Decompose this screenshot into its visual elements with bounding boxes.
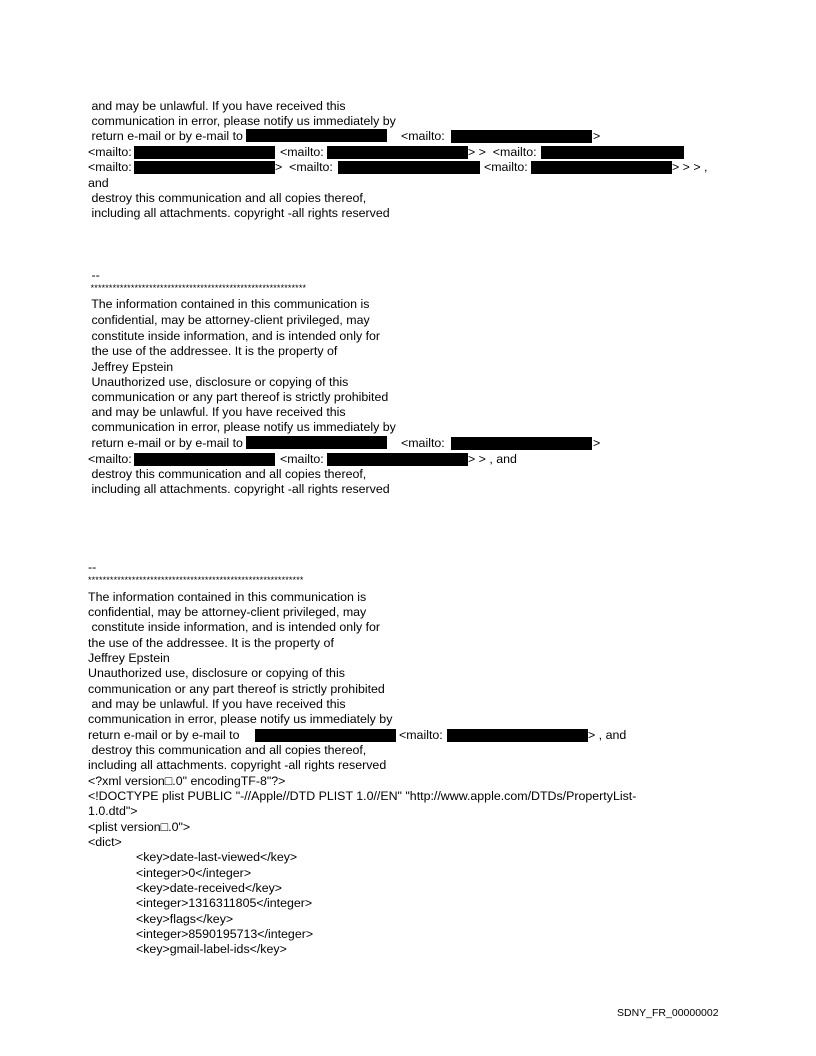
xml-line: <!DOCTYPE plist PUBLIC "-//Apple//DTD PLIST 1.0//EN" "http://www.apple.com/DTDs/PropertyList- [88, 789, 637, 803]
text-line: the use of the addressee. It is the property of [88, 344, 338, 358]
redaction-box [134, 146, 275, 159]
text-fragment: > , and [588, 728, 627, 742]
text-line [88, 728, 627, 743]
xml-line: <integer>1316311805</integer> [136, 896, 313, 910]
redaction-box [541, 146, 684, 159]
text-line: communication or any part thereof is strictly prohibited [88, 682, 385, 696]
text-line: and may be unlawful. If you have received this [88, 405, 346, 419]
text-line [88, 145, 537, 160]
redaction-box [447, 729, 588, 742]
text-line: Unauthorized use, disclosure or copying of this [88, 375, 349, 389]
text-line: Unauthorized use, disclosure or copying of this [88, 666, 345, 680]
xml-line: 1.0.dtd"> [88, 804, 138, 818]
separator-dashes: -- [88, 268, 100, 282]
text-fragment: <mailto: [88, 145, 132, 159]
text-line: Jeffrey Epstein [88, 651, 170, 665]
text-fragment: return e-mail or by e-mail to [88, 436, 247, 450]
text-line: communication in error, please notify us immediately by [88, 114, 396, 128]
text-line: confidential, may be attorney-client privileged, may [88, 313, 370, 327]
text-line [88, 436, 601, 451]
text-line [88, 452, 517, 467]
redaction-box [134, 453, 275, 466]
text-fragment: <mailto: [399, 728, 443, 742]
xml-line: <dict> [88, 835, 122, 849]
text-line: communication in error, please notify us immediately by [88, 420, 396, 434]
redaction-box [246, 436, 387, 449]
text-line: and [88, 176, 109, 190]
text-line [88, 129, 601, 144]
separator-stars: *********************************************************** [88, 283, 307, 293]
text-fragment: > > > , [672, 160, 708, 174]
text-line: constitute inside information, and is intended only for [88, 329, 381, 343]
text-line: communication in error, please notify us immediately by [88, 712, 393, 726]
separator-dashes: -- [88, 560, 97, 574]
xml-line: <key>date-received</key> [136, 881, 283, 895]
xml-line: <key>date-last-viewed</key> [136, 850, 298, 864]
text-fragment: > > <mailto: [468, 145, 537, 159]
redaction-box [338, 161, 480, 174]
text-fragment: > [593, 129, 601, 143]
xml-line: <plist version□.0"> [88, 820, 191, 834]
text-fragment: <mailto: [401, 129, 445, 143]
redaction-box [327, 146, 468, 159]
text-line: including all attachments. copyright -all rights reserved [88, 482, 390, 496]
text-fragment: <mailto: [280, 452, 324, 466]
text-line: The information contained in this communication is [88, 297, 370, 311]
text-line: the use of the addressee. It is the property of [88, 636, 334, 650]
separator-stars: *********************************************************** [88, 575, 304, 585]
redaction-box [451, 130, 592, 143]
xml-line: <key>gmail-label-ids</key> [136, 942, 287, 956]
text-line: The information contained in this communication is [88, 590, 367, 604]
text-line: destroy this communication and all copies thereof, [88, 467, 367, 481]
xml-line: <?xml version□.0" encodingTF-8"?> [88, 774, 286, 788]
redaction-box [246, 129, 387, 142]
text-line: constitute inside information, and is intended only for [88, 620, 381, 634]
text-line: communication or any part thereof is strictly prohibited [88, 390, 389, 404]
text-line: Jeffrey Epstein [88, 360, 174, 374]
text-line: and may be unlawful. If you have received this [88, 99, 346, 113]
redaction-box [451, 437, 592, 450]
text-line: destroy this communication and all copies thereof, [88, 191, 367, 205]
text-fragment: <mailto: [88, 452, 132, 466]
xml-line: <integer>0</integer> [136, 866, 252, 880]
text-line [88, 160, 708, 175]
text-fragment: return e-mail or by e-mail to [88, 728, 243, 742]
text-fragment: > > , and [468, 452, 517, 466]
text-line: confidential, may be attorney-client privileged, may [88, 605, 367, 619]
redaction-box [327, 453, 468, 466]
redaction-box [531, 161, 672, 174]
bates-number: SDNY_FR_00000002 [617, 1007, 719, 1019]
text-fragment: <mailto: [484, 160, 528, 174]
text-fragment: <mailto: [401, 436, 445, 450]
xml-line: <key>flags</key> [136, 912, 234, 926]
xml-line: <integer>8590195713</integer> [136, 927, 314, 941]
text-line: including all attachments. copyright -all rights reserved [88, 758, 387, 772]
text-fragment: > [593, 436, 601, 450]
redaction-box [134, 161, 275, 174]
text-fragment: <mailto: [88, 160, 132, 174]
text-fragment: > <mailto: [275, 160, 333, 174]
text-fragment: <mailto: [280, 145, 324, 159]
text-line: and may be unlawful. If you have received this [88, 697, 346, 711]
text-fragment: return e-mail or by e-mail to [88, 129, 247, 143]
text-line: including all attachments. copyright -all rights reserved [88, 206, 390, 220]
text-line: destroy this communication and all copies thereof, [88, 743, 367, 757]
redaction-box [255, 729, 396, 742]
